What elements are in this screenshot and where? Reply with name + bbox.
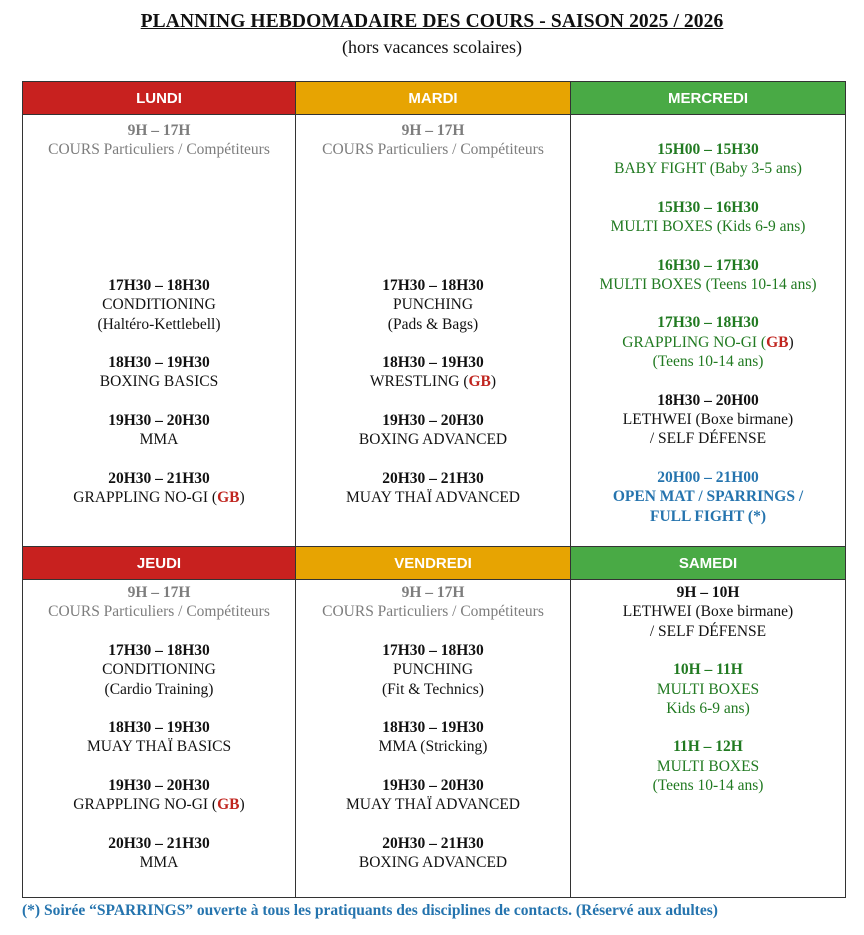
body-row-2 [23, 580, 846, 898]
class-slot: 18H30 – 19H30 WRESTLING (GB) [369, 354, 497, 391]
schedule-table [22, 81, 846, 898]
day-cell-jeudi [23, 580, 296, 898]
class-slot: 20H30 – 21H30 GRAPPLING NO-GI (GB) [73, 469, 245, 507]
class-slot: 11H – 12H MULTI BOXES (Teens 10-14 ans) [652, 738, 764, 795]
class-slot: 20H30 – 21H30 MMA [108, 834, 210, 872]
header-row-1 [23, 82, 846, 115]
class-slot: 20H00 – 21H00 OPEN MAT / SPARRINGS / FULL FIGHT (*) [612, 468, 804, 525]
class-slot: 20H30 – 21H30 MUAY THAÏ ADVANCED [346, 469, 520, 507]
header-row-2 [23, 547, 846, 580]
day-cell-mardi [296, 115, 571, 547]
day-cell-vendredi [296, 580, 571, 898]
class-slot: 19H30 – 20H30 BOXING ADVANCED [358, 411, 508, 449]
gb-badge: GB [217, 796, 240, 814]
class-slot: 17H30 – 18H30 PUNCHING (Pads & Bags) [382, 276, 484, 333]
class-slot: 9H – 10H LETHWEI (Boxe birmane) / SELF DÉFENSE [622, 584, 794, 640]
class-slot: 9H – 17H COURS Particuliers / Compétiteurs [322, 584, 544, 621]
gb-badge: GB [766, 333, 789, 351]
class-slot: 17H30 – 18H30 CONDITIONING (Haltéro-Kettlebell) [97, 276, 221, 333]
class-slot: 17H30 – 18H30 PUNCHING (Fit & Technics) [382, 641, 484, 698]
footnote: (*) Soirée “SPARRINGS” ouverte à tous les pratiquants des disciplines de contacts. (Réservé aux adultes) [22, 902, 718, 919]
class-slot: 17H30 – 18H30 CONDITIONING (Cardio Training) [102, 641, 216, 698]
day-cell-samedi [571, 580, 846, 898]
class-slot: 16H30 – 17H30 MULTI BOXES (Teens 10-14 ans) [599, 256, 817, 294]
class-slot: 17H30 – 18H30 GRAPPLING NO-GI (GB) (Teens 10-14 ans) [622, 314, 794, 371]
class-slot: 9H – 17H COURS Particuliers / Compétiteurs [48, 584, 270, 621]
class-slot: 9H – 17H COURS Particuliers / Compétiteurs [322, 122, 544, 159]
class-slot: 19H30 – 20H30 MUAY THAÏ ADVANCED [346, 776, 520, 814]
class-slot: 15H00 – 15H30 BABY FIGHT (Baby 3-5 ans) [614, 141, 802, 178]
day-header-lundi: LUNDI [23, 82, 296, 115]
day-cell-lundi [23, 115, 296, 547]
class-slot: 19H30 – 20H30 MMA [108, 411, 210, 449]
day-header-mardi: MARDI [296, 82, 571, 115]
gb-badge: GB [468, 373, 491, 391]
day-header-vendredi: VENDREDI [296, 547, 571, 580]
class-slot: 19H30 – 20H30 GRAPPLING NO-GI (GB) [73, 776, 245, 814]
body-row-1 [23, 115, 846, 547]
class-slot: 10H – 11H MULTI BOXES Kids 6-9 ans) [656, 661, 760, 718]
class-slot: 18H30 – 20H00 LETHWEI (Boxe birmane) / SELF DÉFENSE [622, 391, 794, 448]
page-subtitle: (hors vacances scolaires) [342, 37, 522, 57]
day-header-samedi: SAMEDI [571, 547, 846, 580]
day-cell-mercredi [571, 115, 846, 547]
class-slot: 15H30 – 16H30 MULTI BOXES (Kids 6-9 ans) [610, 198, 806, 236]
day-header-mercredi: MERCREDI [571, 82, 846, 115]
class-slot: 18H30 – 19H30 BOXING BASICS [99, 354, 219, 391]
class-slot: 18H30 – 19H30 MMA (Stricking) [378, 719, 488, 756]
class-slot: 18H30 – 19H30 MUAY THAÏ BASICS [86, 719, 232, 756]
page-title: PLANNING HEBDOMADAIRE DES COURS - SAISON 2025 / 2026 [140, 11, 724, 32]
day-header-jeudi: JEUDI [23, 547, 296, 580]
class-slot: 9H – 17H COURS Particuliers / Compétiteurs [48, 122, 270, 159]
gb-badge: GB [217, 489, 240, 507]
class-slot: 20H30 – 21H30 BOXING ADVANCED [358, 834, 508, 872]
